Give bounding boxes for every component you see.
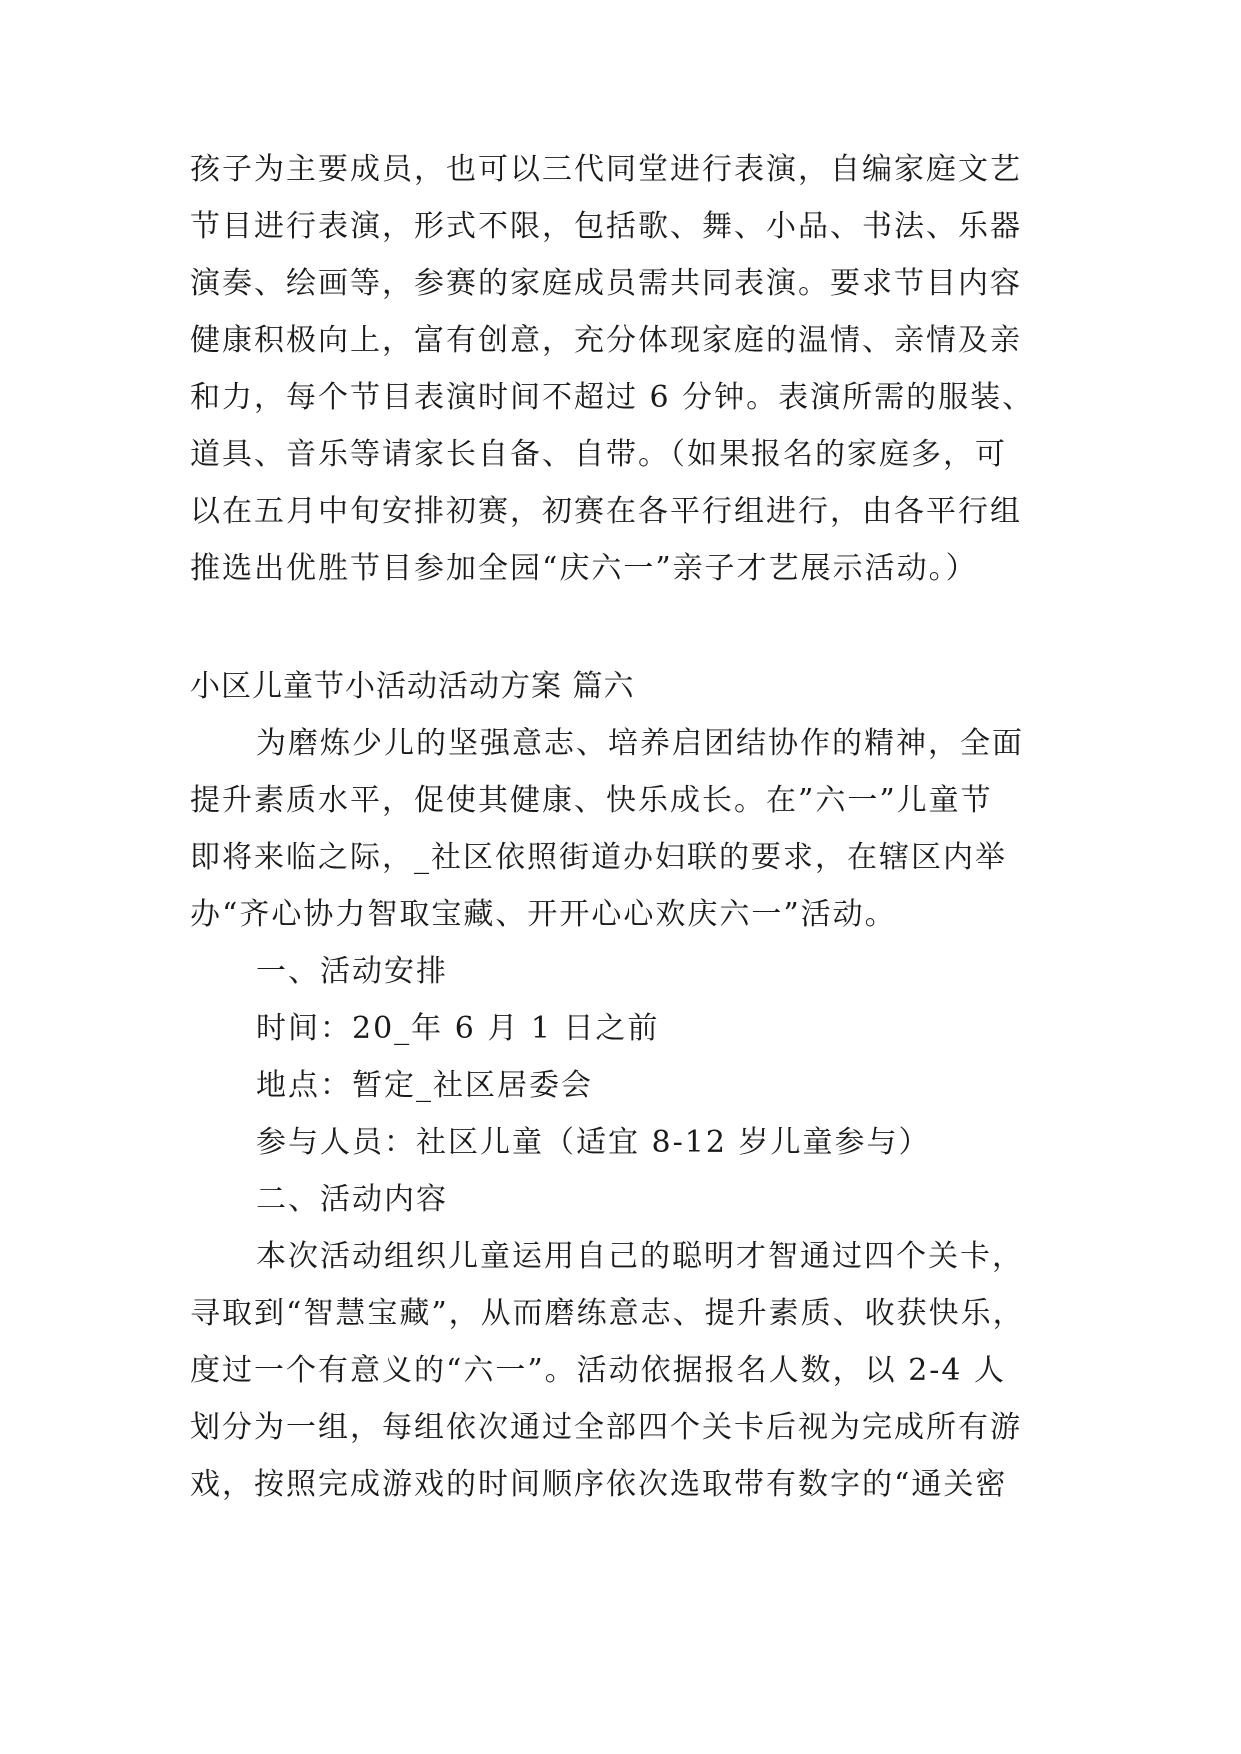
paragraph-line: 以在五月中旬安排初赛，初赛在各平行组进行，由各平行组: [190, 494, 1022, 529]
content-title: 二、活动内容: [256, 1182, 448, 1217]
content-line: 划分为一组，每组依次通过全部四个关卡后视为完成所有游: [190, 1410, 1022, 1445]
section-heading: 小区儿童节小活动活动方案 篇六: [190, 669, 635, 704]
paragraph-line: 道具、音乐等请家长自备、自带。（如果报名的家庭多，可: [190, 437, 1007, 472]
intro-line: 办“齐心协力智取宝藏、开开心心欢庆六一”活动。: [190, 897, 897, 932]
content-line: 寻取到“智慧宝藏”，从而磨练意志、提升素质、收获快乐，: [190, 1296, 1025, 1331]
content-line: 戏，按照完成游戏的时间顺序依次选取带有数字的“通关密: [190, 1467, 1008, 1502]
place-line: 地点：暂定_社区居委会: [256, 1068, 593, 1103]
paragraph-line: 健康积极向上，富有创意，充分体现家庭的温情、亲情及亲: [190, 323, 1022, 358]
paragraph-line: 推选出优胜节目参加全园“庆六一”亲子才艺展示活动。）: [190, 551, 978, 586]
intro-line: 为磨炼少儿的坚强意志、培养启团结协作的精神，全面: [256, 726, 1024, 761]
paragraph-line: 和力，每个节目表演时间不超过 6 分钟。表演所需的服装、: [190, 380, 1035, 415]
intro-line: 提升素质水平，促使其健康、快乐成长。在”六一”儿童节: [190, 783, 993, 818]
participants-line: 参与人员：社区儿童（适宜 8-12 岁儿童参与）: [256, 1125, 931, 1160]
paragraph-line: 节目进行表演，形式不限，包括歌、舞、小品、书法、乐器: [190, 209, 1022, 244]
intro-line: 即将来临之际，_社区依照街道办妇联的要求，在辖区内举: [190, 840, 1007, 875]
content-line: 本次活动组织儿童运用自己的聪明才智通过四个关卡，: [256, 1239, 1024, 1274]
time-line: 时间：20_年 6 月 1 日之前: [256, 1011, 660, 1046]
paragraph-line: 演奏、绘画等，参赛的家庭成员需共同表演。要求节目内容: [190, 266, 1022, 301]
arrangement-title: 一、活动安排: [256, 954, 448, 989]
content-line: 度过一个有意义的“六一”。活动依据报名人数，以 2-4 人: [190, 1353, 1007, 1388]
paragraph-line: 孩子为主要成员，也可以三代同堂进行表演，自编家庭文艺: [190, 152, 1022, 187]
